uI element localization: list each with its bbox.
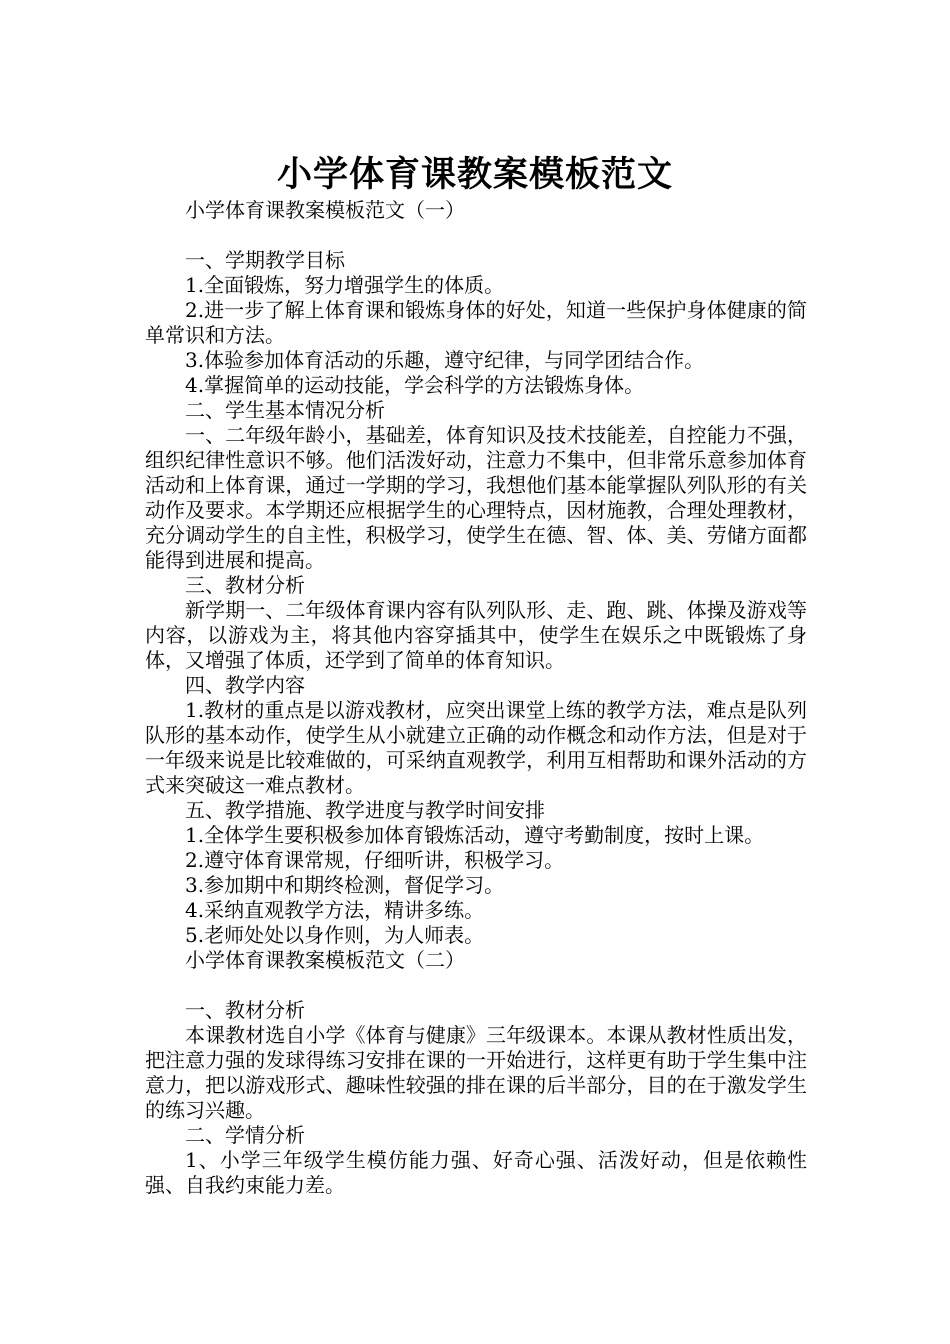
paragraph: 本课教材选自小学《体育与健康》三年级课本。本课从教材性质出发，把注意力强的发球得练习安排在课的一开始进行，这样更有助于学生集中注意力，把以游戏形式、趣味性较强的排在课的后半部分，目的在于激发学生的练习兴趣。 xyxy=(145,1023,807,1122)
heading: 一、学期教学目标 xyxy=(185,248,345,272)
heading: 三、教材分析 xyxy=(185,573,305,597)
paragraph: 4.掌握简单的运动技能，学会科学的方法锻炼身体。 xyxy=(185,373,645,397)
heading: 一、教材分析 xyxy=(185,998,305,1022)
paragraph: 1.全体学生要积极参加体育锻炼活动，遵守考勤制度，按时上课。 xyxy=(185,823,765,847)
paragraph: 4.采纳直观教学方法，精讲多练。 xyxy=(185,898,485,922)
paragraph: 新学期一、二年级体育课内容有队列队形、走、跑、跳、体操及游戏等内容，以游戏为主，将其他内容穿插其中，使学生在娱乐之中既锻炼了身体，又增强了体质，还学到了简单的体育知识。 xyxy=(145,598,807,672)
paragraph: 1、小学三年级学生模仿能力强、好奇心强、活泼好动，但是依赖性强、自我约束能力差。 xyxy=(145,1148,807,1197)
paragraph: 5.老师处处以身作则，为人师表。 xyxy=(185,923,485,947)
paragraph: 3.体验参加体育活动的乐趣，遵守纪律，与同学团结合作。 xyxy=(185,348,705,372)
paragraph: 1.全面锻炼，努力增强学生的体质。 xyxy=(185,273,505,297)
heading: 五、教学措施、教学进度与教学时间安排 xyxy=(185,798,545,822)
paragraph: 2.进一步了解上体育课和锻炼身体的好处，知道一些保护身体健康的简单常识和方法。 xyxy=(145,298,807,347)
document-body xyxy=(145,198,807,1198)
paragraph: 3.参加期中和期终检测，督促学习。 xyxy=(185,873,505,897)
paragraph: 1.教材的重点是以游戏教材，应突出课堂上练的教学方法，难点是队列队形的基本动作，使学生从小就建立正确的动作概念和动作方法，但是对于一年级来说是比较难做的，可采纳直观教学，利用互相帮助和课外活动的方式来突破这一难点教材。 xyxy=(145,698,807,797)
heading: 四、教学内容 xyxy=(185,673,305,697)
heading: 二、学情分析 xyxy=(185,1123,305,1147)
section-heading: 小学体育课教案模板范文（二） xyxy=(185,948,465,972)
document-title: 小学体育课教案模板范文 xyxy=(276,154,673,196)
paragraph: 2.遵守体育课常规，仔细听讲，积极学习。 xyxy=(185,848,565,872)
paragraph: 一、二年级年龄小，基础差，体育知识及技术技能差，自控能力不强，组织纪律性意识不够。他们活泼好动，注意力不集中，但非常乐意参加体育活动和上体育课，通过一学期的学习，我想他们基本能掌握队列队形的有关动作及要求。本学期还应根据学生的心理特点，因材施教，合理处理教材，充分调动学生的自主性，积极学习，使学生在德、智、体、美、劳储方面都能得到进展和提高。 xyxy=(145,423,807,572)
section-heading: 小学体育课教案模板范文（一） xyxy=(185,198,465,222)
heading: 二、学生基本情况分析 xyxy=(185,398,385,422)
